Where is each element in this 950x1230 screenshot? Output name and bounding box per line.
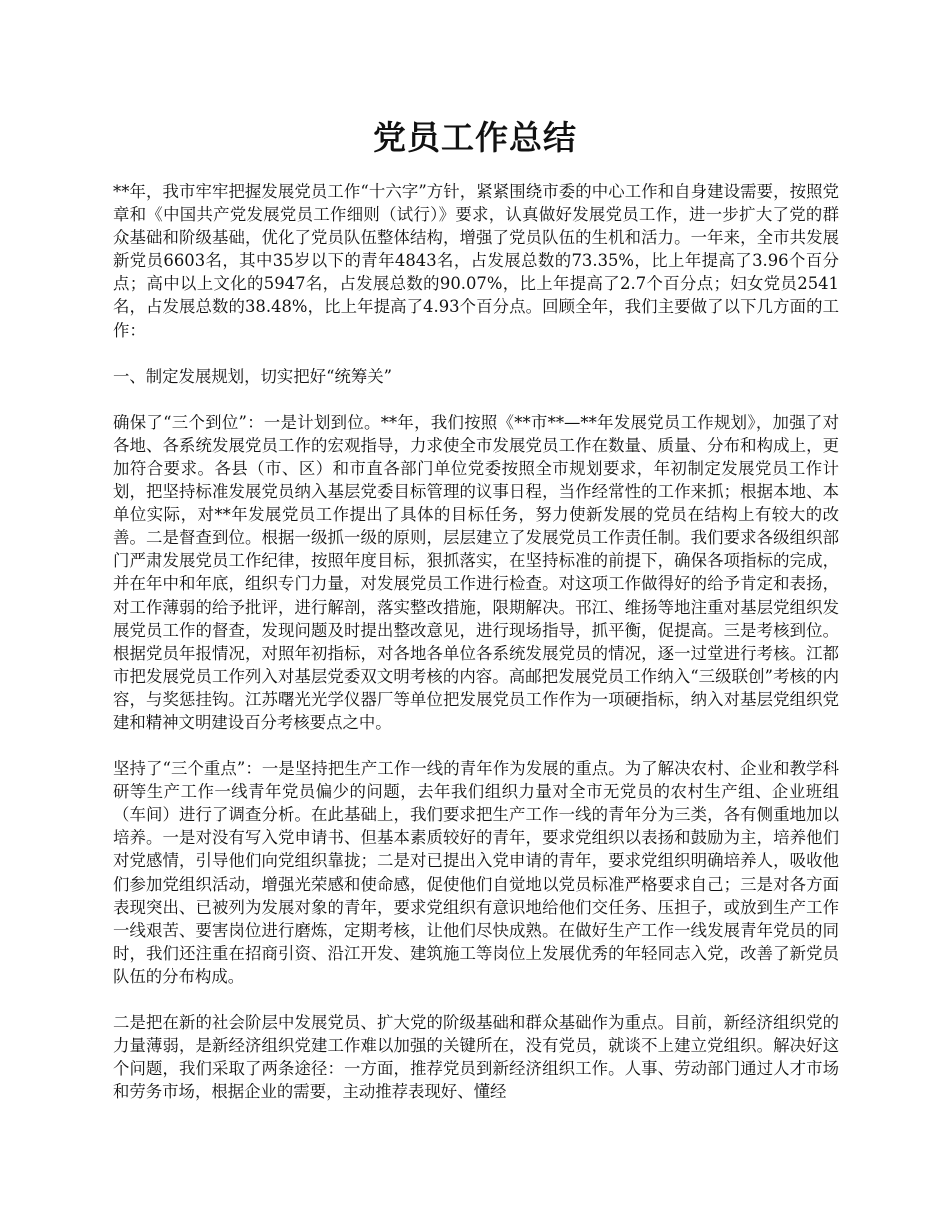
paragraph-three-in-place: 确保了“三个到位”：一是计划到位。**年，我们按照《**市**—**年发展党员工作规划》，加强了对各地、各系统发展党员工作的宏观指导，力求使全市发展党员工作在数量、质量、分布和构成上，更加符合要求。各县（市、区）和市直各部门单位党委按照全市规划要求，年初制定发展党员工作计划，把坚持标准发展党员纳入基层党委目标管理的议事日程，当作经常性的工作来抓；根据本地、本单位实际，对**年发展党员工作提出了具体的目标任务，努力使新发展的党员在结构上有较大的改善。二是督查到位。根据一级抓一级的原则，层层建立了发展党员工作责任制。我们要求各级组织部门严肃发展党员工作纪律，按照年度目标，狠抓落实，在坚持标准的前提下，确保各项指标的完成，并在年中和年底，组织专门力量，对发展党员工作进行检查。对这项工作做得好的给予肯定和表扬，对工作薄弱的给予批评，进行解剖，落实整改措施，限期解决。邗江、维扬等地注重对基层党组织发展党员工作的督查，发现问题及时提出整改意见，进行现场指导，抓平衡，促提高。三是考核到位。根据党员年报情况，对照年初指标，对各地各单位各系统发展党员的情况，逐一过堂进行考核。江都市把发展党员工作列入对基层党委双文明考核的内容。高邮把发展党员工作纳入“三级联创”考核的内容，与奖惩挂钩。江苏曙光光学仪器厂等单位把发展党员工作作为一项硬指标，纳入对基层党组织党建和精神文明建设百分考核要点之中。 [113, 412, 839, 732]
section-heading-1: 一、制定发展规划，切实把好“统筹关” [113, 366, 393, 386]
document-title: 党员工作总结 [373, 118, 577, 157]
paragraph-new-social-strata: 二是把在新的社会阶层中发展党员、扩大党的阶级基础和群众基础作为重点。目前，新经济组织党的力量薄弱，是新经济组织党建工作难以加强的关键所在，没有党员，就谈不上建立党组织。解决好这个问题，我们采取了两条途径：一方面，推荐党员到新经济组织工作。人事、劳动部门通过人才市场和劳务市场，根据企业的需要，主动推荐表现好、懂经 [113, 1013, 839, 1102]
document-body [113, 180, 839, 1126]
paragraph-three-priorities: 坚持了“三个重点”：一是坚持把生产工作一线的青年作为发展的重点。为了解决农村、企业和教学科研等生产工作一线青年党员偏少的问题，去年我们组织力量对全市无党员的农村生产组、企业班组（车间）进行了调查分析。在此基础上，我们要求把生产工作一线的青年分为三类，各有侧重地加以培养。一是对没有写入党申请书、但基本素质较好的青年，要求党组织以表扬和鼓励为主，培养他们对党感情，引导他们向党组织靠拢；二是对已提出入党申请的青年，要求党组织明确培养人，吸收他们参加党组织活动，增强光荣感和使命感，促使他们自觉地以党员标准严格要求自己；三是对各方面表现突出、已被列为发展对象的青年，要求党组织有意识地给他们交任务、压担子，或放到生产工作一线艰苦、要害岗位进行磨炼，定期考核，让他们尽快成熟。在做好生产工作一线发展青年党员的同时，我们还注重在招商引资、沿江开发、建筑施工等岗位上发展优秀的年轻同志入党，改善了新党员队伍的分布构成。 [113, 759, 839, 986]
paragraph-intro: **年，我市牢牢把握发展党员工作“十六字”方针，紧紧围绕市委的中心工作和自身建设需要，按照党章和《中国共产党发展党员工作细则（试行）》要求，认真做好发展党员工作，进一步扩大了党的群众基础和阶级基础，优化了党员队伍整体结构，增强了党员队伍的生机和活力。一年来，全市共发展新党员6603名，其中35岁以下的青年4843名，占发展总数的73.35%，比上年提高了3.96个百分点；高中以上文化的5947名，占发展总数的90.07%，比上年提高了2.7个百分点；妇女党员2541名，占发展总数的38.48%，比上年提高了4.93个百分点。回顾全年，我们主要做了以下几方面的工作： [113, 182, 839, 340]
